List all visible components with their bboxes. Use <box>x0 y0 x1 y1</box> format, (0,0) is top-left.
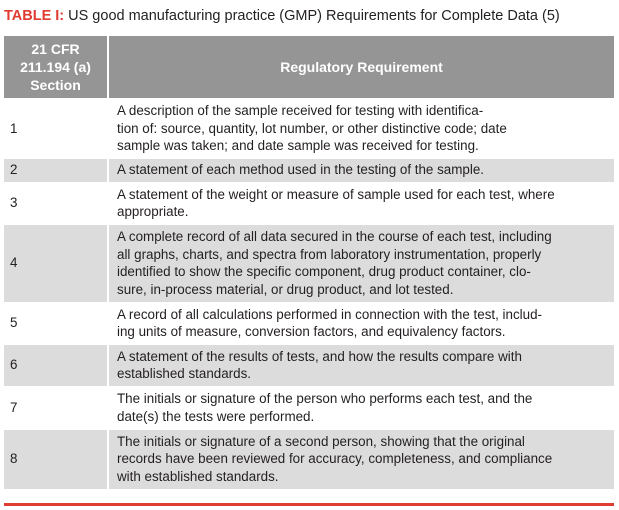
row-section: 5 <box>4 303 108 344</box>
header-section-line-2: 211.194 (a) <box>20 59 91 75</box>
requirement-line: A statement of the results of tests, and how the results compare with <box>117 348 522 364</box>
table-header-row <box>4 36 614 99</box>
requirement-line: ing units of measure, conversion factors, and equivalency factors. <box>117 324 506 339</box>
table-row <box>4 387 614 429</box>
requirement-line: A statement of each method used in the testing of the sample. <box>117 162 484 178</box>
row-requirement <box>108 387 614 429</box>
row-requirement <box>108 429 614 489</box>
requirement-line: A statement of the weight or measure of sample used for each test, where <box>117 186 555 202</box>
header-section <box>4 36 108 99</box>
table-caption <box>4 8 560 24</box>
table-row <box>4 183 614 224</box>
row-requirement <box>108 224 614 303</box>
header-requirement: Regulatory Requirement <box>108 36 614 99</box>
row-section: 1 <box>4 99 108 158</box>
table-label: TABLE I: <box>4 8 65 24</box>
requirement-line: The initials or signature of the person who performs each test, and the <box>117 391 533 406</box>
requirement-line: tion of: source, quantity, lot number, or other distinctive code; date <box>117 120 507 136</box>
table-title: US good manufacturing practice (GMP) Requirements for Complete Data (5) <box>68 8 560 24</box>
requirement-line: identified to show the specific component, drug product container, clo- <box>117 264 531 279</box>
table-row <box>4 344 614 387</box>
row-section: 3 <box>4 183 108 224</box>
row-section: 6 <box>4 344 108 387</box>
requirement-line: date(s) the tests were performed. <box>117 408 315 424</box>
header-section-line-3: Section <box>30 77 81 93</box>
requirement-line: sure, in-process material, or drug product, and lot tested. <box>117 281 454 297</box>
row-requirement <box>108 158 614 183</box>
requirement-line: A complete record of all data secured in the course of each test, including <box>117 229 552 244</box>
requirement-line: all graphs, charts, and spectra from laboratory instrumentation, properly <box>117 246 542 262</box>
table-row <box>4 224 614 303</box>
requirement-line: A record of all calculations performed in connection with the test, includ- <box>117 306 543 322</box>
row-requirement <box>108 99 614 158</box>
row-section: 2 <box>4 158 108 183</box>
table-row <box>4 303 614 344</box>
table-row <box>4 99 614 158</box>
requirement-line: A description of the sample received for testing with identifica- <box>117 103 484 118</box>
requirement-line: with established standards. <box>117 468 279 484</box>
table-row <box>4 429 614 489</box>
table-row <box>4 158 614 183</box>
requirement-line: The initials or signature of a second person, showing that the original <box>117 433 525 449</box>
requirement-line: sample was taken; and date sample was received for testing. <box>117 138 479 153</box>
requirement-line: appropriate. <box>117 204 189 219</box>
row-requirement <box>108 183 614 224</box>
bottom-accent-rule <box>4 503 614 506</box>
header-section-line-1: 21 CFR <box>31 41 80 57</box>
row-section: 4 <box>4 224 108 303</box>
row-section: 8 <box>4 429 108 489</box>
row-requirement <box>108 344 614 387</box>
requirement-line: records have been reviewed for accuracy, completeness, and compliance <box>117 451 553 467</box>
row-section: 7 <box>4 387 108 429</box>
gmp-requirements-table <box>4 36 614 489</box>
row-requirement <box>108 303 614 344</box>
requirement-line: established standards. <box>117 366 251 381</box>
